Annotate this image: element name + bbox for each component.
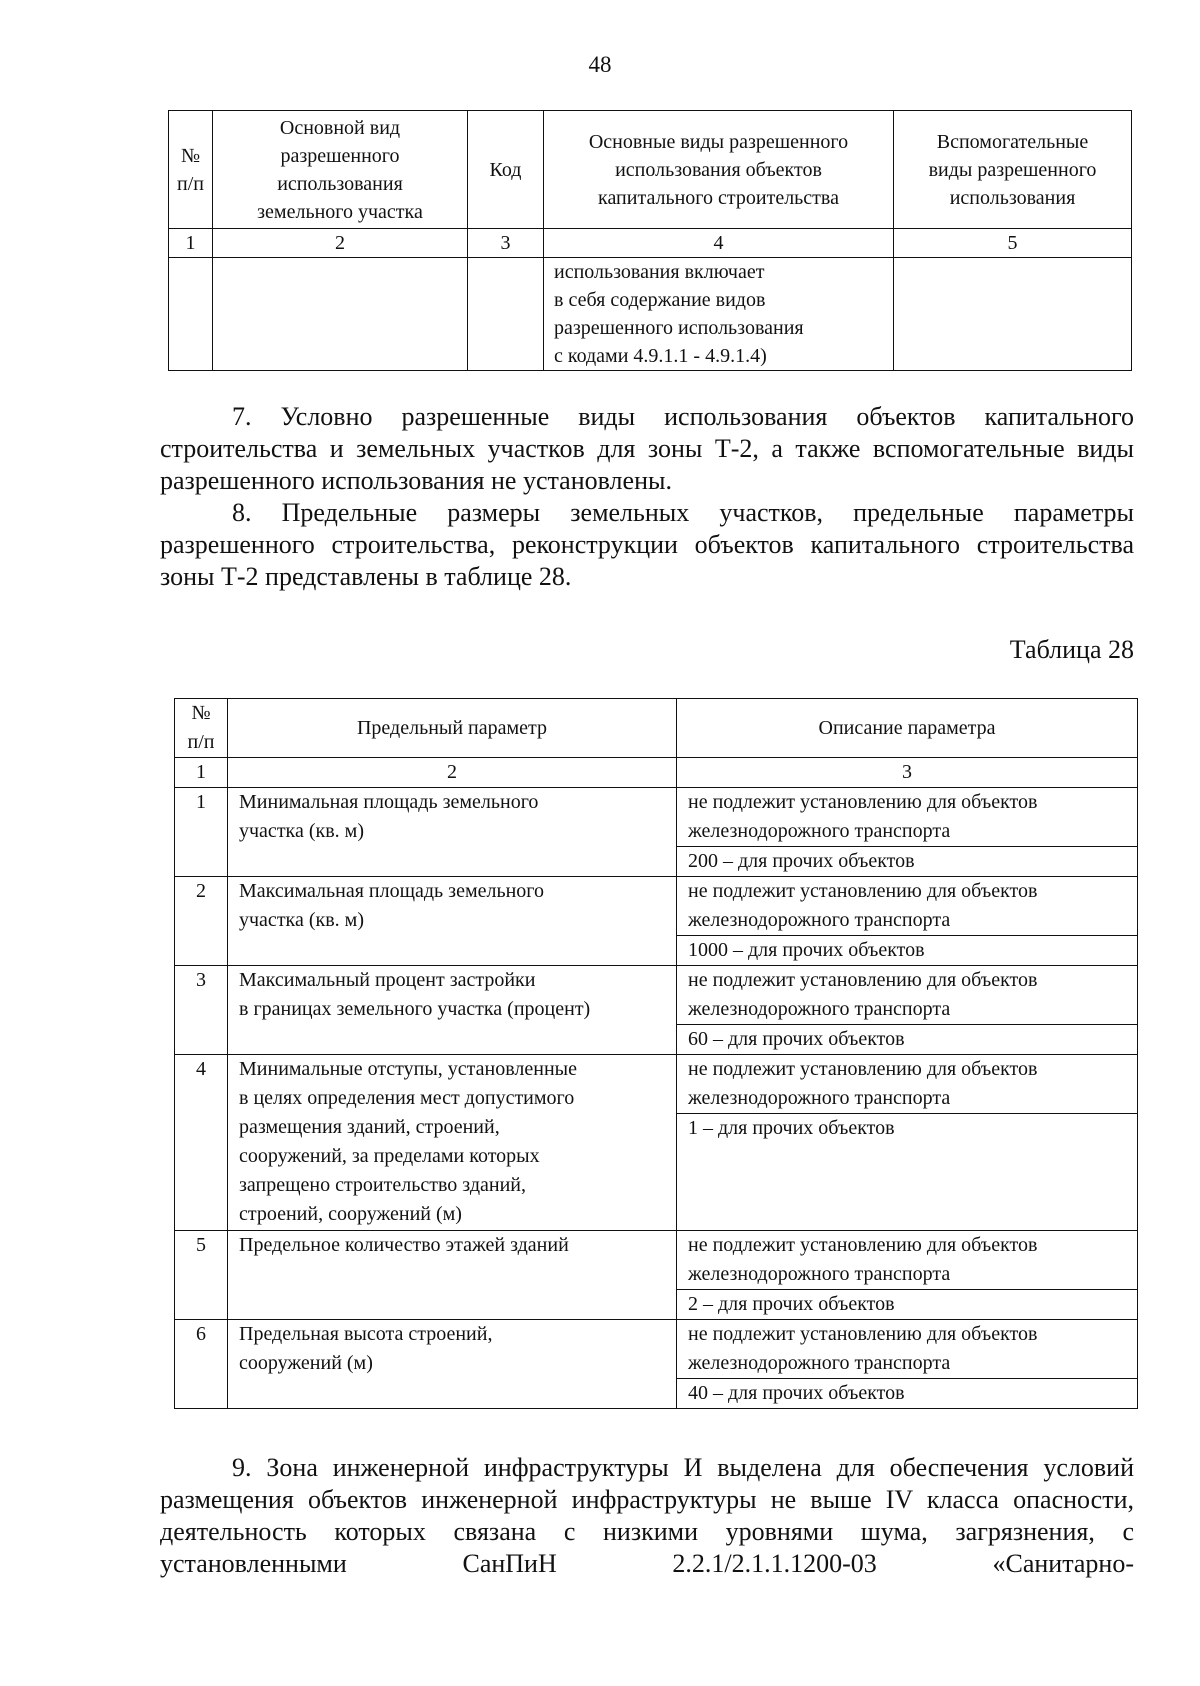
paragraph-9: 9. Зона инженерной инфраструктуры И выделена для обеспечения условий размещения объектов инженерной инфраструктуры не выше IV класса опасности, деятельность которых связана с низкими уровнями шума, загрязнения, с установленными СанПиН 2.2.1/2.1.1.1200-03 «Санитарно- — [160, 1453, 1134, 1578]
row-number: 5 — [175, 1231, 228, 1320]
column-number: 4 — [544, 229, 894, 258]
table-28-limits — [174, 698, 1138, 1409]
parameter-name: Минимальные отступы, установленные в целях определения мест допустимого размещения зданий, строений, сооружений, за пределами которых запрещено строительство зданий, строений, сооружений (м) — [228, 1055, 677, 1231]
column-number: 2 — [228, 758, 677, 788]
description-other: 60 – для прочих объектов — [677, 1025, 1138, 1055]
paragraph-7: 7. Условно разрешенные виды использования объектов капитального строительства и земельных участков для зоны Т-2, а также вспомогательные виды разрешенного использования не установлены. — [160, 402, 1134, 495]
header-code: Код — [468, 111, 544, 229]
column-number: 1 — [169, 229, 213, 258]
table-row — [175, 1231, 1138, 1290]
header-main-use: Основной вид разрешенного использования земельного участка — [213, 111, 468, 229]
description-other: 2 – для прочих объектов — [677, 1290, 1138, 1320]
parameter-name: Предельное количество этажей зданий — [228, 1231, 677, 1320]
row-number: 4 — [175, 1055, 228, 1231]
description-railway: не подлежит установлению для объектов железнодорожного транспорта — [677, 877, 1138, 936]
table-cell — [169, 258, 213, 371]
header-capital-use: Основные виды разрешенного использования объектов капитального строительства — [544, 111, 894, 229]
row-number: 2 — [175, 877, 228, 966]
parameter-name: Максимальный процент застройки в границах земельного участка (процент) — [228, 966, 677, 1055]
column-number: 2 — [213, 229, 468, 258]
row-number: 1 — [175, 788, 228, 877]
description-railway: не подлежит установлению для объектов железнодорожного транспорта — [677, 788, 1138, 847]
table-row — [175, 877, 1138, 936]
table-cell — [213, 258, 468, 371]
table-caption: Таблица 28 — [1009, 635, 1134, 664]
description-railway: не подлежит установлению для объектов железнодорожного транспорта — [677, 1055, 1138, 1114]
column-number: 3 — [468, 229, 544, 258]
parameter-name: Предельная высота строений, сооружений (м) — [228, 1320, 677, 1409]
header-description: Описание параметра — [677, 699, 1138, 758]
paragraph-8: 8. Предельные размеры земельных участков, предельные параметры разрешенного строительства, реконструкции объектов капитального строительства зоны Т-2 представлены в таблице 28. — [160, 498, 1134, 591]
description-other: 200 – для прочих объектов — [677, 847, 1138, 877]
table-cell-capital-use: использования включает в себя содержание видов разрешенного использования с кодами 4.9.1.1 - 4.9.1.4) — [544, 258, 894, 371]
column-number: 1 — [175, 758, 228, 788]
column-number: 5 — [894, 229, 1132, 258]
header-number: № п/п — [169, 111, 213, 229]
parameter-name: Максимальная площадь земельного участка (кв. м) — [228, 877, 677, 966]
description-other: 1000 – для прочих объектов — [677, 936, 1138, 966]
description-other: 1 – для прочих объектов — [677, 1114, 1138, 1231]
land-use-table-continuation — [168, 110, 1132, 371]
row-number: 6 — [175, 1320, 228, 1409]
header-auxiliary-use: Вспомогательные виды разрешенного использования — [894, 111, 1132, 229]
header-number: № п/п — [175, 699, 228, 758]
description-railway: не подлежит установлению для объектов железнодорожного транспорта — [677, 1231, 1138, 1290]
table-row — [175, 1055, 1138, 1114]
row-number: 3 — [175, 966, 228, 1055]
column-number: 3 — [677, 758, 1138, 788]
table-cell — [894, 258, 1132, 371]
table-row — [175, 1320, 1138, 1379]
parameter-name: Минимальная площадь земельного участка (кв. м) — [228, 788, 677, 877]
header-parameter: Предельный параметр — [228, 699, 677, 758]
table-row — [175, 966, 1138, 1025]
description-other: 40 – для прочих объектов — [677, 1379, 1138, 1409]
page-number: 48 — [588, 52, 612, 77]
description-railway: не подлежит установлению для объектов железнодорожного транспорта — [677, 1320, 1138, 1379]
table-row — [175, 788, 1138, 847]
description-railway: не подлежит установлению для объектов железнодорожного транспорта — [677, 966, 1138, 1025]
table-cell — [468, 258, 544, 371]
